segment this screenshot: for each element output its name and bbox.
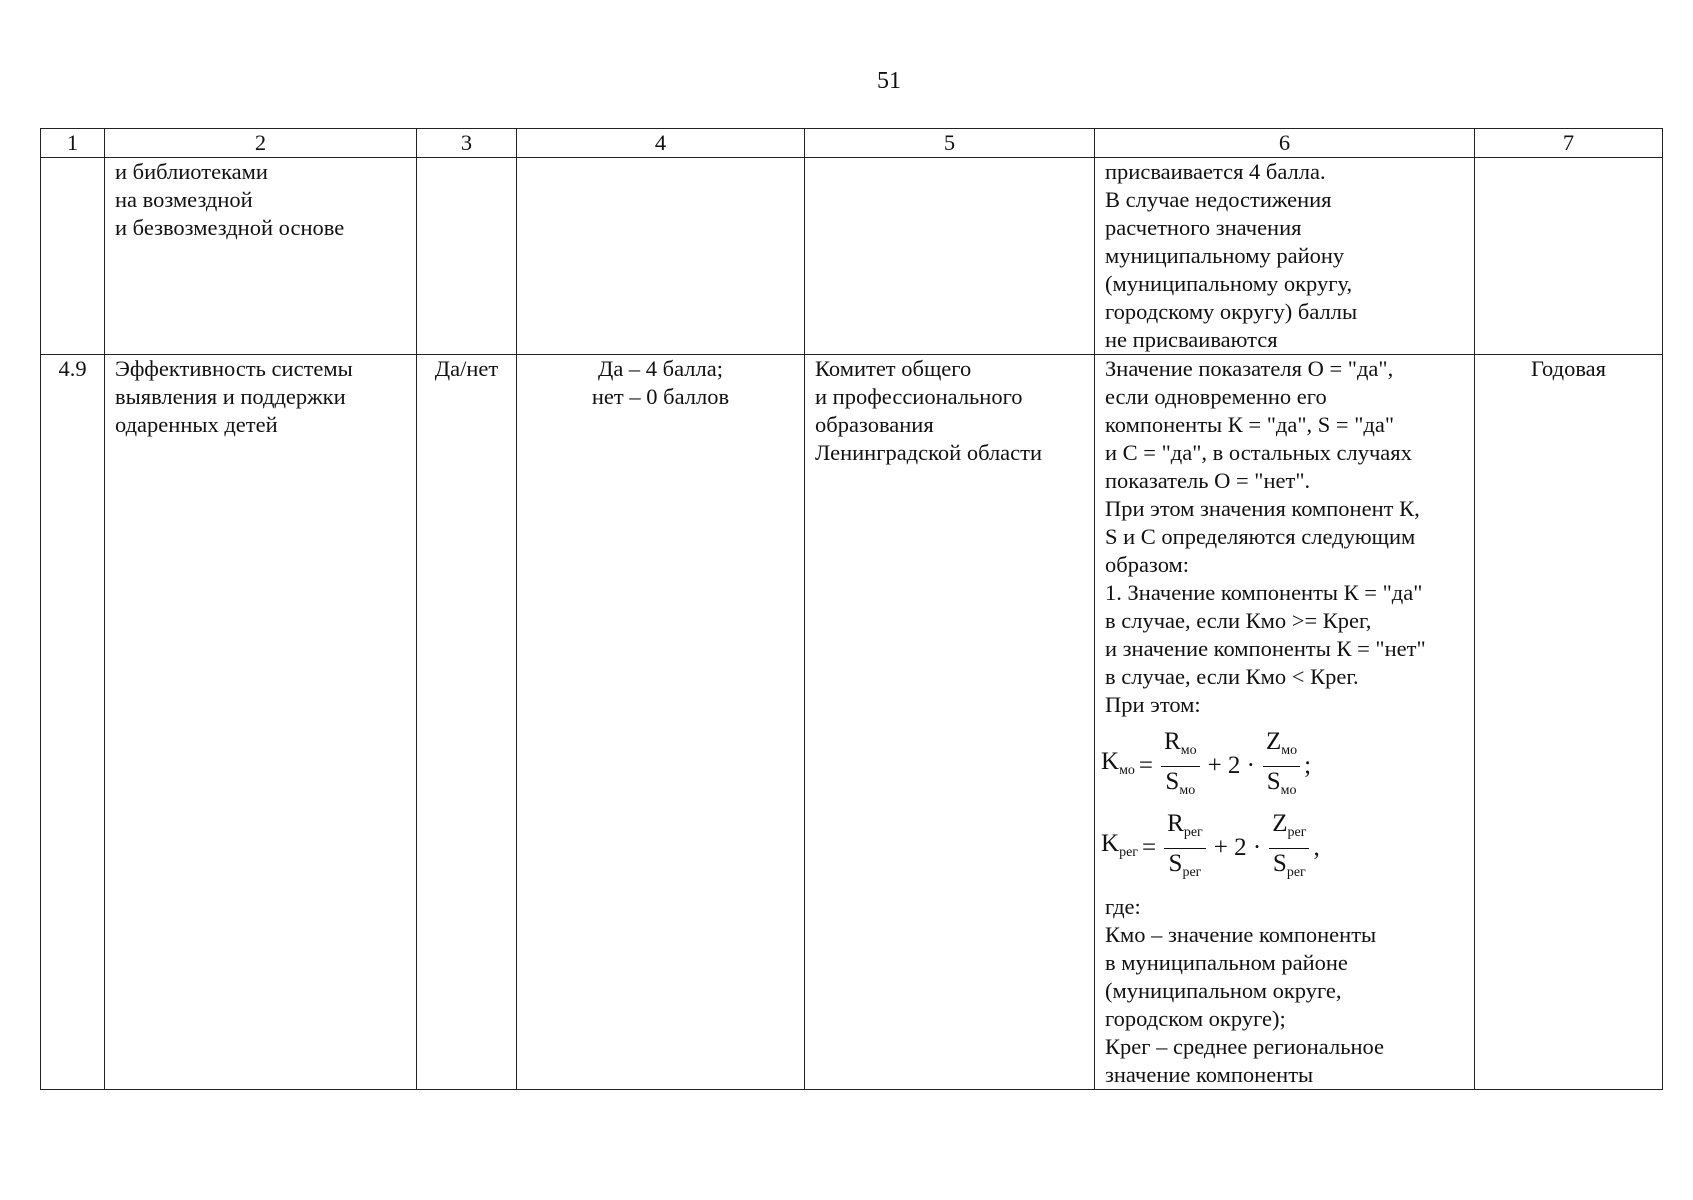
formula-block xyxy=(1101,725,1474,889)
table-row-continuation xyxy=(41,158,1663,355)
method-text-before: Значение показателя О = "да", если одновременно его компоненты К = "да", S = "да" и С = "да", в остальных случаях показатель О = "нет". При этом значения компонент К, S и С определяются следующим образом: 1. Значение компоненты К = "да" в случае, если Кмо >= Крег, и значение компоненты К = "нет" в случае, если Кмо < Крег. При этом: xyxy=(1105,356,1426,717)
cell-number xyxy=(41,158,105,355)
fraction-z-over-s: $\frac{Z_{рег}}{S_{рег}}$ xyxy=(1269,809,1309,888)
fraction-r-over-s: $\frac{R_{мо}}{S_{мо}}$ xyxy=(1161,727,1200,806)
cell-method: присваивается 4 балла. В случае недостижения расчетного значения муниципальному району (муниципальному округу, городскому округу) баллы не присваиваются xyxy=(1095,158,1475,355)
table-header-row xyxy=(41,129,1663,158)
cell-unit xyxy=(417,158,517,355)
header-col-1: 1 xyxy=(41,129,105,158)
formula-k-mo: $K_{мо}$ = $\frac{R_{мо}}{S_{мо}}$ + 2 · $\frac{Z_{мо}}{S_{мо}}$ ; xyxy=(1101,725,1474,807)
cell-period xyxy=(1475,158,1663,355)
header-col-5: 5 xyxy=(805,129,1095,158)
fraction-r-over-s: $\frac{R_{рег}}{S_{рег}}$ xyxy=(1164,809,1206,888)
cell-method xyxy=(1095,355,1475,1090)
header-col-7: 7 xyxy=(1475,129,1663,158)
indicator-table xyxy=(40,128,1663,1090)
cell-period: Годовая xyxy=(1475,355,1663,1090)
table-row-4-9 xyxy=(41,355,1663,1090)
cell-responsible xyxy=(805,158,1095,355)
page-number: 51 xyxy=(877,68,901,94)
cell-indicator-name: и библиотеками на возмездной и безвозмездной основе xyxy=(105,158,417,355)
header-col-3: 3 xyxy=(417,129,517,158)
header-col-6: 6 xyxy=(1095,129,1475,158)
formula-lhs: $K_{мо}$ xyxy=(1101,747,1135,778)
method-text-after: где: Кмо – значение компоненты в муниципальном районе (муниципальном округе, городском округе); Крег – среднее региональное значение компоненты xyxy=(1105,894,1385,1087)
fraction-z-over-s: $\frac{Z_{мо}}{S_{мо}}$ xyxy=(1263,727,1300,806)
cell-responsible: Комитет общего и профессионального образования Ленинградской области xyxy=(805,355,1095,1090)
formula-k-reg: $K_{рег}$ = $\frac{R_{рег}}{S_{рег}}$ + 2 · $\frac{Z_{рег}}{S_{рег}}$ , xyxy=(1101,807,1474,889)
cell-number: 4.9 xyxy=(41,355,105,1090)
cell-indicator-name: Эффективность системы выявления и поддержки одаренных детей xyxy=(105,355,417,1090)
cell-scoring: Да – 4 балла; нет – 0 баллов xyxy=(517,355,805,1090)
cell-scoring xyxy=(517,158,805,355)
header-col-2: 2 xyxy=(105,129,417,158)
cell-unit: Да/нет xyxy=(417,355,517,1090)
header-col-4: 4 xyxy=(517,129,805,158)
formula-lhs: $K_{рег}$ xyxy=(1101,829,1139,860)
